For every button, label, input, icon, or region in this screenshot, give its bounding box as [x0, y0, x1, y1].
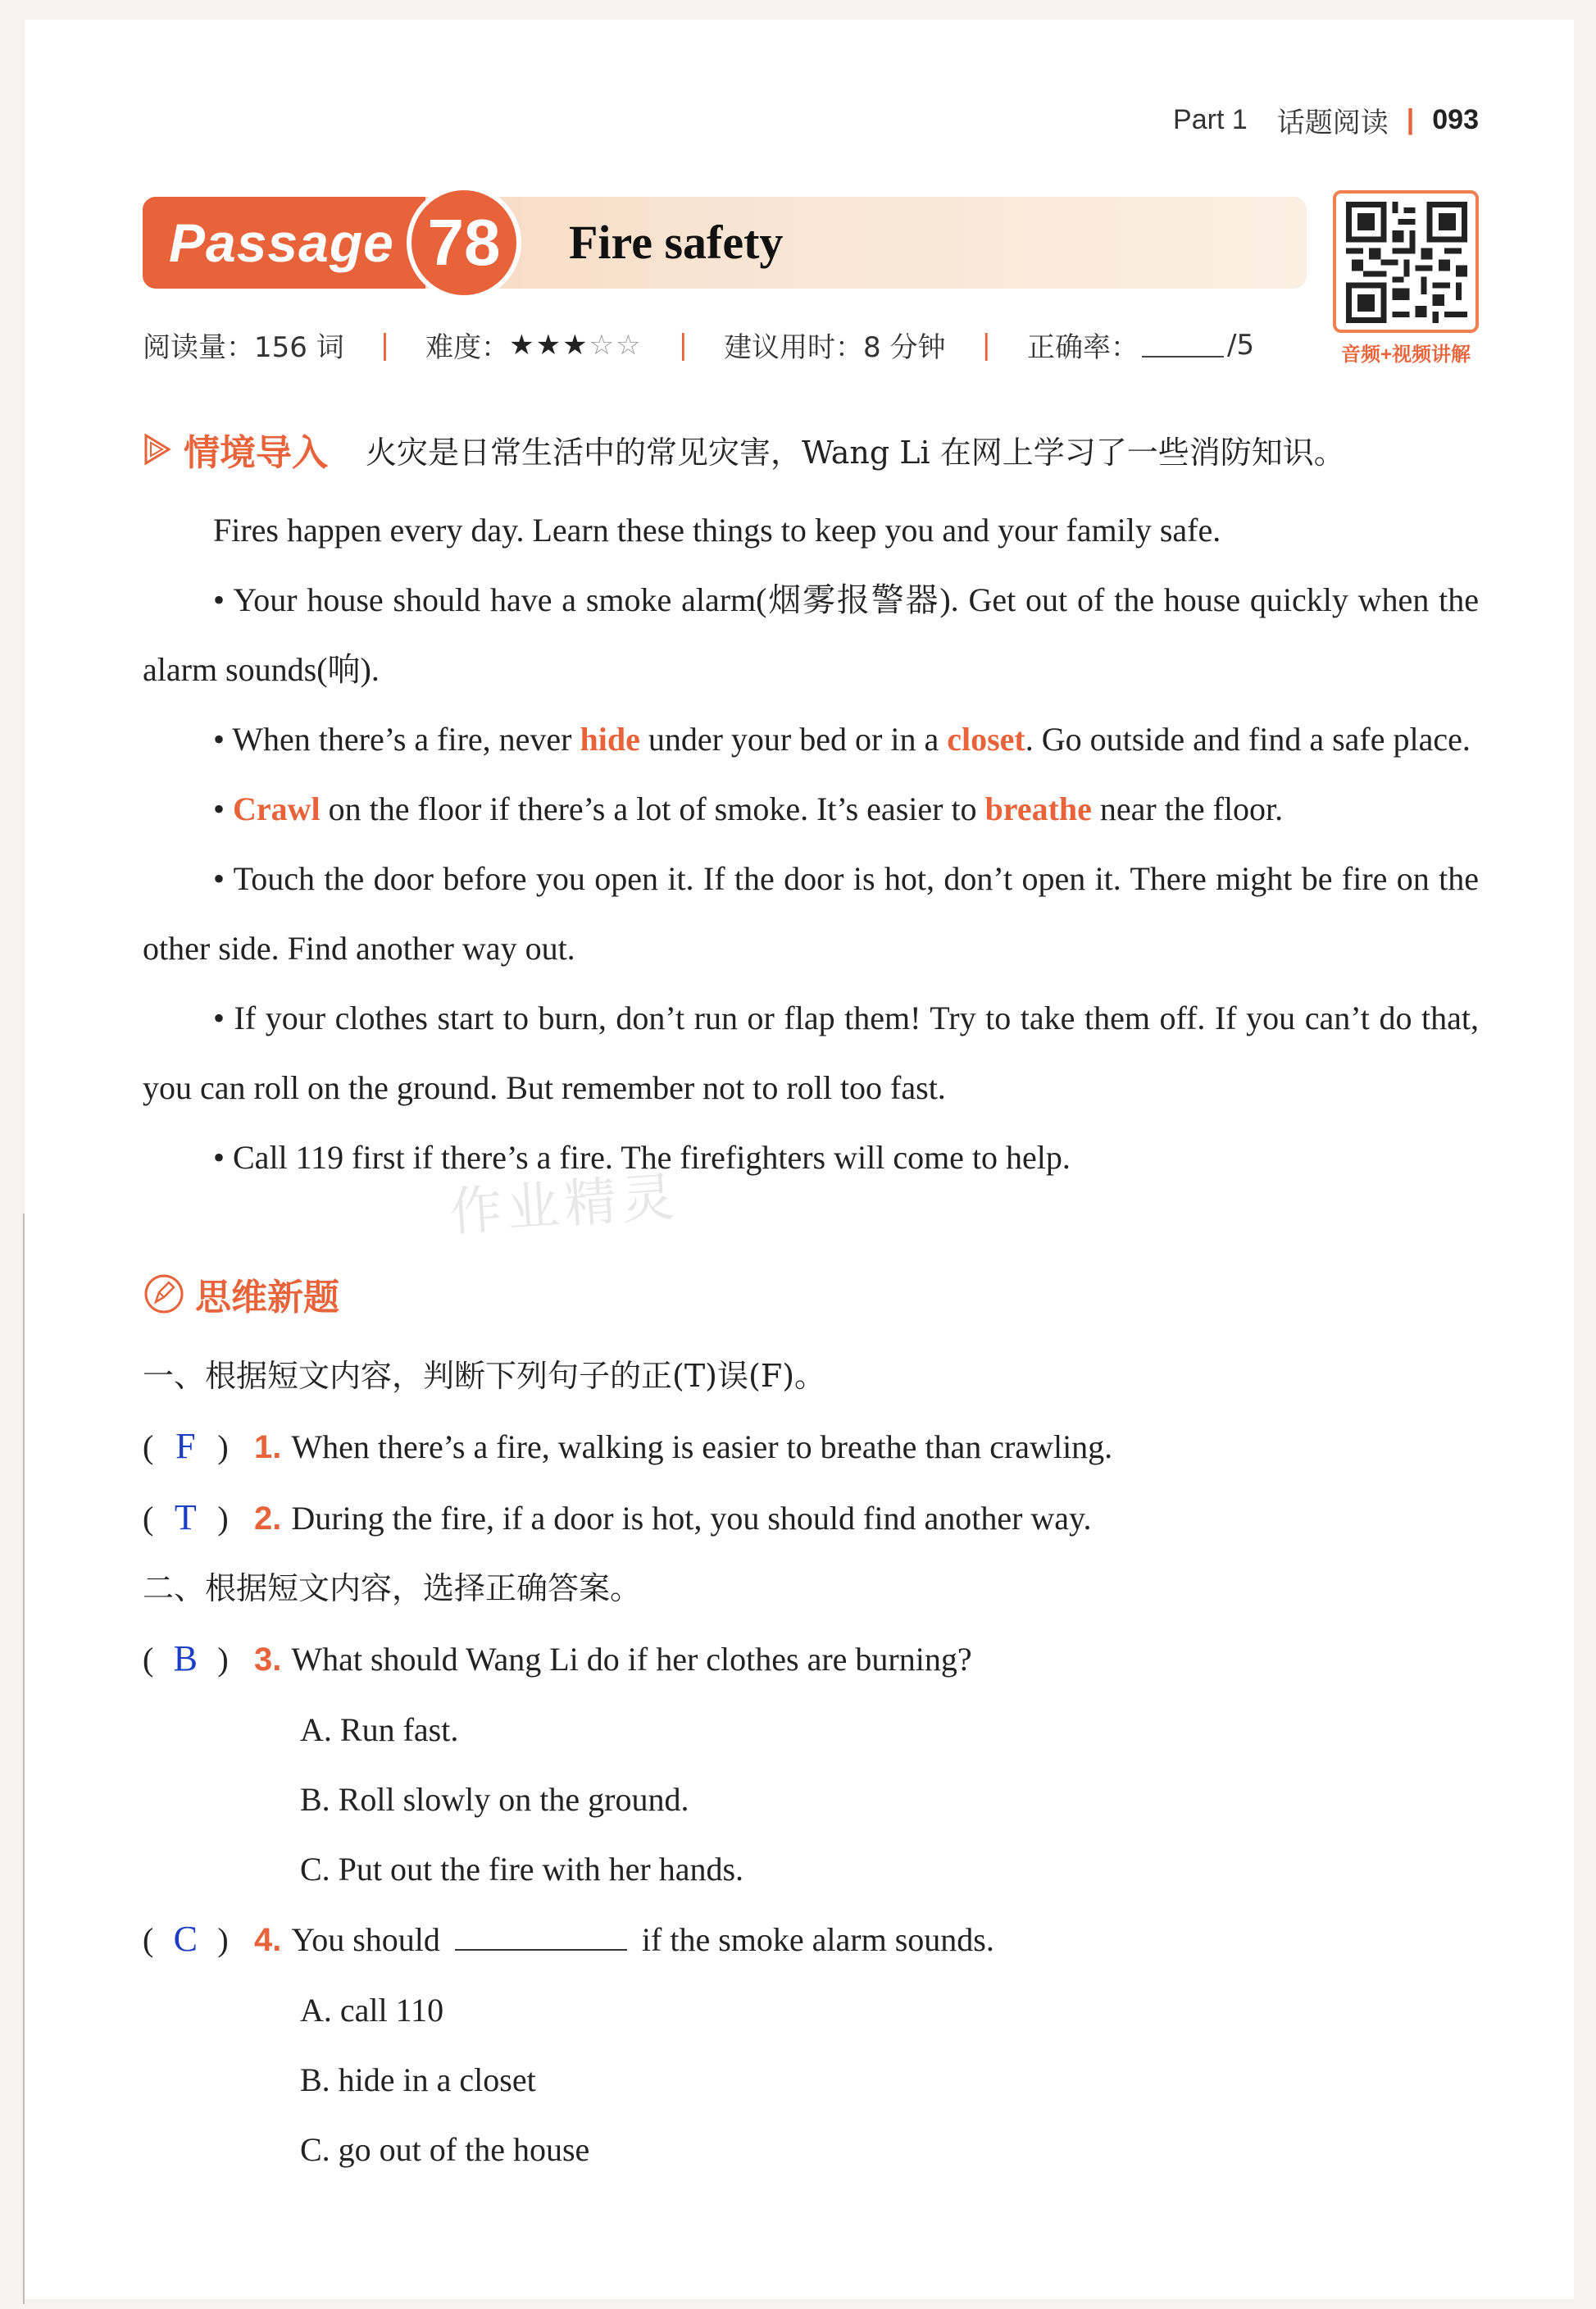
answer-slot[interactable]: ( C ): [143, 1904, 254, 1974]
header-category: 话题阅读: [1276, 107, 1389, 139]
question-number: 2.: [254, 1501, 282, 1537]
page-number: 093: [1432, 104, 1479, 135]
think-label: 思维新题: [195, 1277, 339, 1318]
difficulty-label: 难度：: [425, 331, 510, 364]
pen-circle-icon: [143, 1273, 185, 1315]
passage-paragraph: • Crawl on the floor if there’s a lot of smoke. It’s easier to breathe near the floor.: [213, 790, 1284, 827]
answer-mark: B: [173, 1638, 198, 1678]
stats-divider: |: [981, 328, 991, 362]
think-section-header: [143, 1268, 339, 1320]
answer-slot[interactable]: ( B ): [143, 1624, 254, 1694]
star-filled-icon: ★★★: [509, 328, 589, 362]
passage-number: 78: [407, 185, 521, 300]
passage-paragraph: Fires happen every day. Learn these things to keep you and your family safe.: [213, 512, 1221, 549]
highlight-word: closet: [947, 721, 1025, 758]
page-edge-line: [23, 1214, 25, 2304]
option-c: C. Put out the fire with her hands.: [300, 1851, 744, 1888]
highlight-word: hide: [580, 721, 640, 758]
highlight-word: breathe: [984, 790, 1092, 827]
passage-paragraph: • Call 119 first if there’s a fire. The firefighters will come to help.: [213, 1139, 1071, 1176]
passage-body: [143, 495, 1479, 1192]
intro-text: 火灾是日常生活中的常见灾害，Wang Li 在网上学习了一些消防知识。: [366, 434, 1345, 471]
highlight-word: Crawl: [233, 790, 321, 827]
reading-stats: [143, 325, 1254, 365]
question-text-before: You should: [291, 1921, 440, 1958]
intro-section: [143, 423, 1345, 476]
play-triangle-icon: [143, 433, 172, 466]
question-text: During the fire, if a door is hot, you should find another way.: [291, 1500, 1092, 1537]
section1-heading: 一、根据短文内容，判断下列句子的正(T)误(F)。: [143, 1358, 826, 1394]
word-count: 阅读量：156 词: [143, 331, 344, 364]
difficulty-stars: [509, 329, 642, 362]
question-3: [143, 1624, 1479, 1695]
question-text: When there’s a fire, walking is easier to breathe than crawling.: [291, 1428, 1113, 1465]
running-header: [1173, 100, 1479, 140]
passage-label: Passage: [143, 197, 425, 289]
accuracy-blank[interactable]: [1142, 333, 1224, 358]
passage-title: Fire safety: [569, 216, 784, 269]
qr-code-icon: [1346, 202, 1467, 323]
question-number: 4.: [254, 1922, 282, 1958]
section2-heading: 二、根据短文内容，选择正确答案。: [143, 1570, 642, 1606]
answer-slot[interactable]: ( F ): [143, 1411, 254, 1482]
answer-mark: C: [173, 1919, 198, 1959]
fill-blank[interactable]: [455, 1916, 627, 1951]
watermark: 作业精灵: [448, 1167, 681, 1244]
header-part: Part 1: [1173, 104, 1248, 135]
accuracy-label: 正确率：: [1026, 331, 1139, 364]
answer-mark: T: [174, 1497, 197, 1537]
question-number: 1.: [254, 1429, 282, 1465]
question-4: [143, 1904, 1479, 1975]
question-text-after: if the smoke alarm sounds.: [641, 1921, 994, 1958]
questions: [143, 1341, 1479, 2184]
question-text: What should Wang Li do if her clothes are burning?: [291, 1641, 972, 1678]
passage-paragraph: • Your house should have a smoke alarm(烟雾报警器). Get out of the house quickly when the alarm sounds(响).: [143, 581, 1479, 688]
qr-label: 音频+视频讲解: [1340, 344, 1471, 366]
passage-paragraph: • If your clothes start to burn, don’t run or flap them! Try to take them off. If you can’t do that, you can roll on the ground. But remember not to roll too fast.: [143, 1000, 1479, 1106]
passage-paragraph: • Touch the door before you open it. If the door is hot, don’t open it. There might be fire on the other side. Find another way out.: [143, 860, 1479, 967]
accuracy-total: /5: [1226, 328, 1255, 362]
intro-label: 情境导入: [184, 432, 328, 474]
option-a: A. Run fast.: [300, 1711, 459, 1748]
option-a: A. call 110: [300, 1992, 444, 2029]
question-2: [143, 1482, 1479, 1554]
option-c: C. go out of the house: [300, 2131, 590, 2168]
stats-divider: |: [380, 328, 390, 362]
passage-paragraph: • When there’s a fire, never hide under your bed or in a closet. Go outside and find a safe place.: [213, 721, 1471, 758]
question-number: 3.: [254, 1642, 282, 1678]
question-1: [143, 1411, 1479, 1482]
star-empty-icon: ☆☆: [589, 328, 643, 362]
answer-slot[interactable]: ( T ): [143, 1482, 254, 1553]
option-b: B. Roll slowly on the ground.: [300, 1781, 689, 1818]
option-b: B. hide in a closet: [300, 2061, 536, 2098]
header-separator: |: [1406, 104, 1415, 135]
stats-divider: |: [678, 328, 689, 362]
qr-code[interactable]: [1333, 190, 1479, 333]
suggested-time: 建议用时：8 分钟: [724, 331, 946, 364]
answer-mark: F: [175, 1426, 196, 1466]
